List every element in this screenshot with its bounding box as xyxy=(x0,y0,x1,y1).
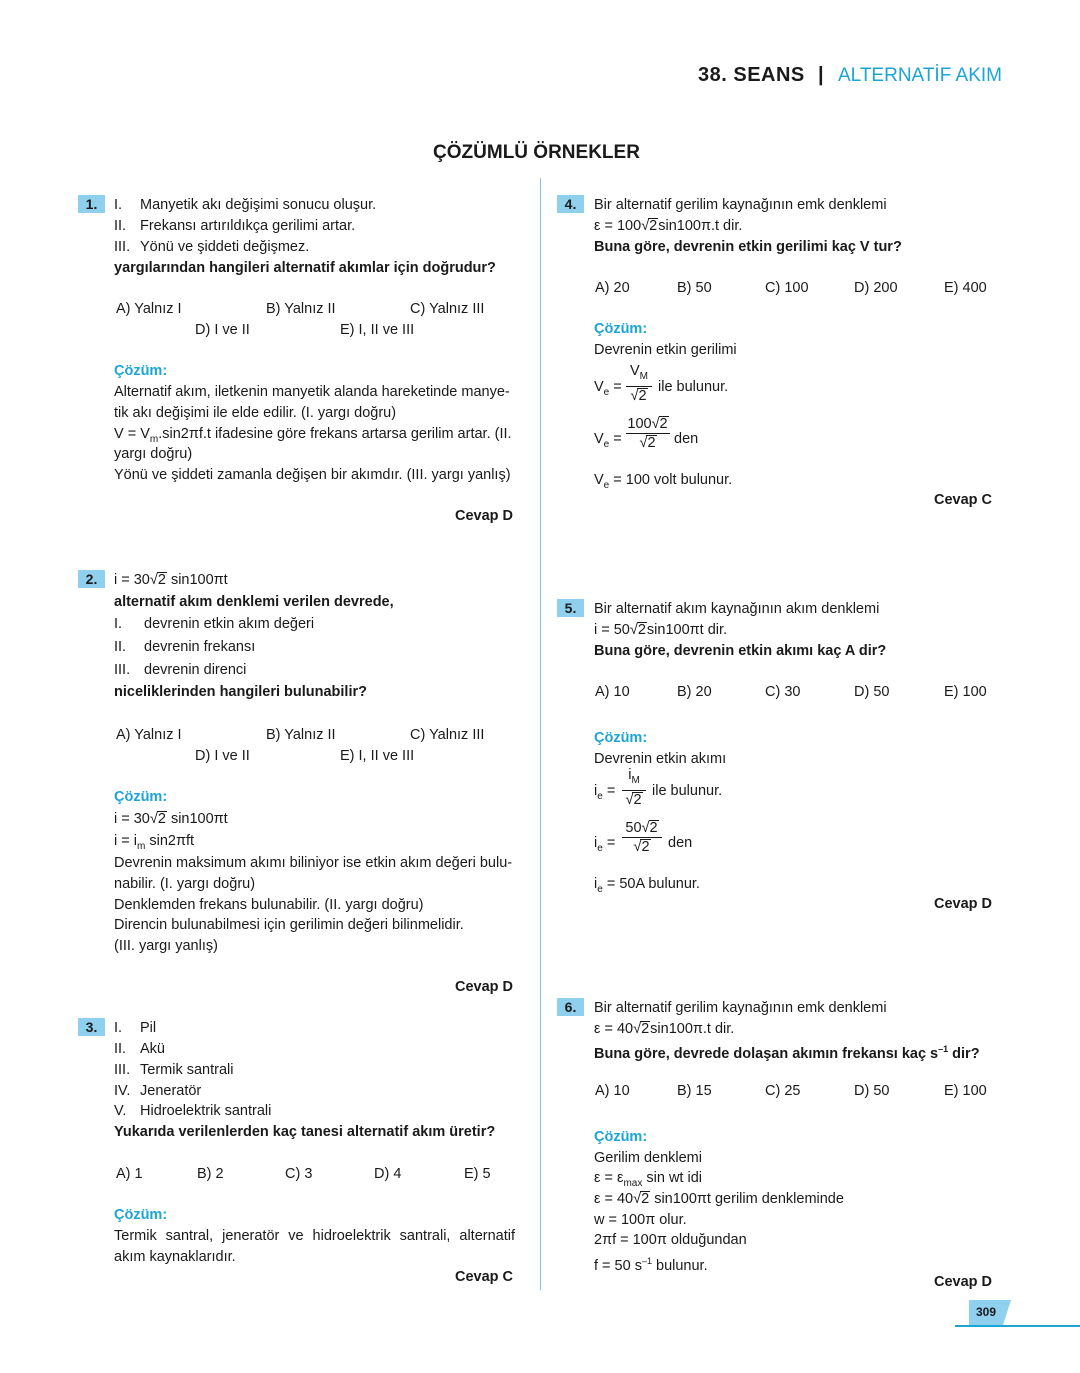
q2-sol-line-3: Denklemden frekans bulunabilir. (II. yargı doğru) xyxy=(114,897,424,913)
q2-option-b: B) Yalnız II xyxy=(266,727,336,743)
q1-sol-line-2: tik akı değişimi ile elde edilir. (I. yargı doğru) xyxy=(114,405,397,421)
q5-question: Buna göre, devrenin etkin akımı kaç A dir? xyxy=(594,643,887,659)
q5-fraction-1-tail: ile bulunur. xyxy=(652,783,723,799)
q4-option-b: B) 50 xyxy=(677,280,712,296)
q3-item-2: Akü xyxy=(140,1041,165,1057)
q6-number: 6. xyxy=(557,998,584,1016)
q1-option-e: E) I, II ve III xyxy=(340,322,415,338)
q6-option-e: E) 100 xyxy=(944,1083,987,1099)
q4-fraction-2-tail: den xyxy=(674,431,699,447)
page-number-tab xyxy=(1003,1300,1011,1325)
q1-option-c: C) Yalnız III xyxy=(410,301,485,317)
q2-solution-label: Çözüm: xyxy=(114,789,168,805)
q6-option-b: B) 15 xyxy=(677,1083,712,1099)
q3-option-c: C) 3 xyxy=(285,1166,313,1182)
q2-answer: Cevap D xyxy=(455,979,514,995)
q1-roman-2: II. xyxy=(114,218,127,234)
q2-item-1: devrenin etkin akım değeri xyxy=(144,616,315,632)
q3-roman-5: V. xyxy=(114,1103,127,1119)
q2-option-e: E) I, II ve III xyxy=(340,748,415,764)
q3-item-5: Hidroelektrik santrali xyxy=(140,1103,272,1119)
q5-option-d: D) 50 xyxy=(854,684,890,700)
q4-answer: Cevap C xyxy=(934,492,993,508)
q6-equation: ε = 40√2sin100π.t dir. xyxy=(594,1021,735,1037)
q4-sol-intro: Devrenin etkin gerilimi xyxy=(594,342,737,358)
q2-item-2: devrenin frekansı xyxy=(144,639,256,655)
q3-solution-label: Çözüm: xyxy=(114,1207,168,1223)
q1-roman-1: I. xyxy=(114,197,123,213)
q1-roman-3: III. xyxy=(114,239,131,255)
q1-question: yargılarından hangileri alternatif akımlar için doğrudur? xyxy=(114,260,496,276)
q2-roman-3: III. xyxy=(114,662,131,678)
q3-item-1: Pil xyxy=(140,1020,157,1036)
topic-title: ALTERNATİF AKIM xyxy=(838,65,1002,86)
q4-number: 4. xyxy=(557,195,584,213)
q1-sol-line-1: Alternatif akım, iletkenin manyetik alanda hareketinde manye- xyxy=(114,384,510,400)
q1-option-d: D) I ve II xyxy=(195,322,250,338)
q2-item-3: devrenin direnci xyxy=(144,662,247,678)
q3-roman-4: IV. xyxy=(114,1083,131,1099)
q3-roman-3: III. xyxy=(114,1062,131,1078)
q3-sol-line-1: Termik santral, jeneratör ve hidroelektrik santrali, alternatif xyxy=(114,1228,515,1244)
q3-roman-1: I. xyxy=(114,1020,123,1036)
q3-option-b: B) 2 xyxy=(197,1166,224,1182)
q1-number: 1. xyxy=(78,195,105,213)
q1-item-3: Yönü ve şiddeti değişmez. xyxy=(140,239,310,255)
header-separator: | xyxy=(818,64,824,86)
q2-equation: i = 30√2 sin100πt xyxy=(114,572,228,588)
q4-stem: Bir alternatif gerilim kaynağının emk denklemi xyxy=(594,197,887,213)
q5-option-a: A) 10 xyxy=(595,684,630,700)
q2-sol-eq-2: $i = i_m$ sin2πft xyxy=(114,833,195,852)
q4-option-d: D) 200 xyxy=(854,280,898,296)
q3-option-a: A) 1 xyxy=(116,1166,143,1182)
q1-option-b: B) Yalnız II xyxy=(266,301,336,317)
seans-title: 38. SEANS xyxy=(698,64,805,86)
q2-option-a: A) Yalnız I xyxy=(116,727,182,743)
q5-fraction-2: 50√2 √2 xyxy=(622,819,662,856)
q4-question: Buna göre, devrenin etkin gerilimi kaç V tur? xyxy=(594,239,902,255)
q5-equation: i = 50√2sin100πt dir. xyxy=(594,622,728,638)
q5-solution-label: Çözüm: xyxy=(594,730,648,746)
q1-item-2: Frekansı artırıldıkça gerilimi artar. xyxy=(140,218,356,234)
q5-fraction-1: $i_M$ √2 xyxy=(622,766,646,809)
q1-sol-line-4: yargı doğru) xyxy=(114,446,193,462)
q3-roman-2: II. xyxy=(114,1041,127,1057)
q4-option-c: C) 100 xyxy=(765,280,809,296)
q3-question: Yukarıda verilenlerden kaç tanesi alternatif akım üretir? xyxy=(114,1124,496,1140)
q6-sol-line-2: ε = 40√2 sin100πt gerilim denkleminde xyxy=(594,1191,844,1207)
q2-sol-line-2: nabilir. (I. yargı doğru) xyxy=(114,876,256,892)
q4-fraction-2: 100√2 √2 xyxy=(626,415,670,452)
q1-answer: Cevap D xyxy=(455,508,514,524)
q6-option-a: A) 10 xyxy=(595,1083,630,1099)
q4-solution-label: Çözüm: xyxy=(594,321,648,337)
q1-option-a: A) Yalnız I xyxy=(116,301,182,317)
q5-result: $i_e = 50A$ bulunur. xyxy=(594,876,700,895)
q3-number: 3. xyxy=(78,1018,105,1036)
q6-sol-line-1: $\varepsilon = \varepsilon_{max}$ sin wt idi xyxy=(594,1170,702,1189)
q6-sol-line-5: f = 50 $s^{-1}$ bulunur. xyxy=(594,1256,708,1274)
q3-answer: Cevap C xyxy=(455,1269,514,1285)
q3-item-3: Termik santrali xyxy=(140,1062,234,1078)
footer-rule xyxy=(955,1325,1080,1327)
q1-solution-label: Çözüm: xyxy=(114,363,168,379)
q5-option-c: C) 30 xyxy=(765,684,801,700)
q4-equation: ε = 100√2sin100π.t dir. xyxy=(594,218,743,234)
q5-option-b: B) 20 xyxy=(677,684,712,700)
q4-option-a: A) 20 xyxy=(595,280,630,296)
q4-fraction-1: $V_M$ √2 xyxy=(626,362,652,405)
q2-option-c: C) Yalnız III xyxy=(410,727,485,743)
q5-sol-intro: Devrenin etkin akımı xyxy=(594,751,727,767)
q2-stem: alternatif akım denklemi verilen devrede, xyxy=(114,594,394,610)
q2-question: niceliklerinden hangileri bulunabilir? xyxy=(114,684,367,700)
q6-question: Buna göre, devrede dolaşan akımın frekansı kaç $s^{-1}$ dir? xyxy=(594,1044,980,1062)
q4-result: $V_e = 100$ volt bulunur. xyxy=(594,472,733,491)
q2-sol-eq-1: i = 30√2 sin100πt xyxy=(114,811,228,827)
q4-fraction-1-tail: ile bulunur. xyxy=(658,379,729,395)
page-number: 309 xyxy=(969,1300,1003,1325)
q6-stem: Bir alternatif gerilim kaynağının emk denklemi xyxy=(594,1000,887,1016)
q6-solution-label: Çözüm: xyxy=(594,1129,648,1145)
q3-option-d: D) 4 xyxy=(374,1166,402,1182)
q1-item-1: Manyetik akı değişimi sonucu oluşur. xyxy=(140,197,377,213)
q6-sol-line-3: w = 100π olur. xyxy=(594,1212,687,1228)
q2-sol-line-1: Devrenin maksimum akımı biliniyor ise etkin akım değeri bulu- xyxy=(114,855,513,871)
section-title: ÇÖZÜMLÜ ÖRNEKLER xyxy=(433,142,640,163)
q6-sol-line-4: 2πf = 100π olduğundan xyxy=(594,1232,747,1248)
q2-sol-line-4: Direncin bulunabilmesi için gerilimin değeri bilinmelidir. xyxy=(114,917,464,933)
q3-option-e: E) 5 xyxy=(464,1166,491,1182)
q6-sol-intro: Gerilim denklemi xyxy=(594,1150,702,1166)
q5-stem: Bir alternatif akım kaynağının akım denklemi xyxy=(594,601,880,617)
q6-option-c: C) 25 xyxy=(765,1083,801,1099)
q2-roman-2: II. xyxy=(114,639,127,655)
q4-lhs-1: $V_e$ = xyxy=(594,379,622,398)
q4-option-e: E) 400 xyxy=(944,280,987,296)
q5-option-e: E) 100 xyxy=(944,684,987,700)
q1-sol-line-5: Yönü ve şiddeti zamanla değişen bir akımdır. (III. yargı yanlış) xyxy=(114,467,511,483)
q2-roman-1: I. xyxy=(114,616,123,632)
column-divider xyxy=(540,178,541,1290)
q5-answer: Cevap D xyxy=(934,896,993,912)
q5-lhs-2: $i_e$ = xyxy=(594,835,616,854)
q4-lhs-2: $V_e$ = xyxy=(594,431,622,450)
q5-lhs-1: $i_e$ = xyxy=(594,783,616,802)
q6-answer: Cevap D xyxy=(934,1274,993,1290)
q5-fraction-2-tail: den xyxy=(668,835,693,851)
q2-number: 2. xyxy=(78,570,105,588)
q2-sol-line-5: (III. yargı yanlış) xyxy=(114,938,218,954)
q3-item-4: Jeneratör xyxy=(140,1083,202,1099)
q6-option-d: D) 50 xyxy=(854,1083,890,1099)
q1-sol-line-3: $V = V_m.\sin 2\pi f.t$ ifadesine göre frekans artarsa gerilim artar. (II. xyxy=(114,426,512,445)
q3-sol-line-2: akım kaynaklarıdır. xyxy=(114,1249,236,1265)
q5-number: 5. xyxy=(557,599,584,617)
q2-option-d: D) I ve II xyxy=(195,748,250,764)
